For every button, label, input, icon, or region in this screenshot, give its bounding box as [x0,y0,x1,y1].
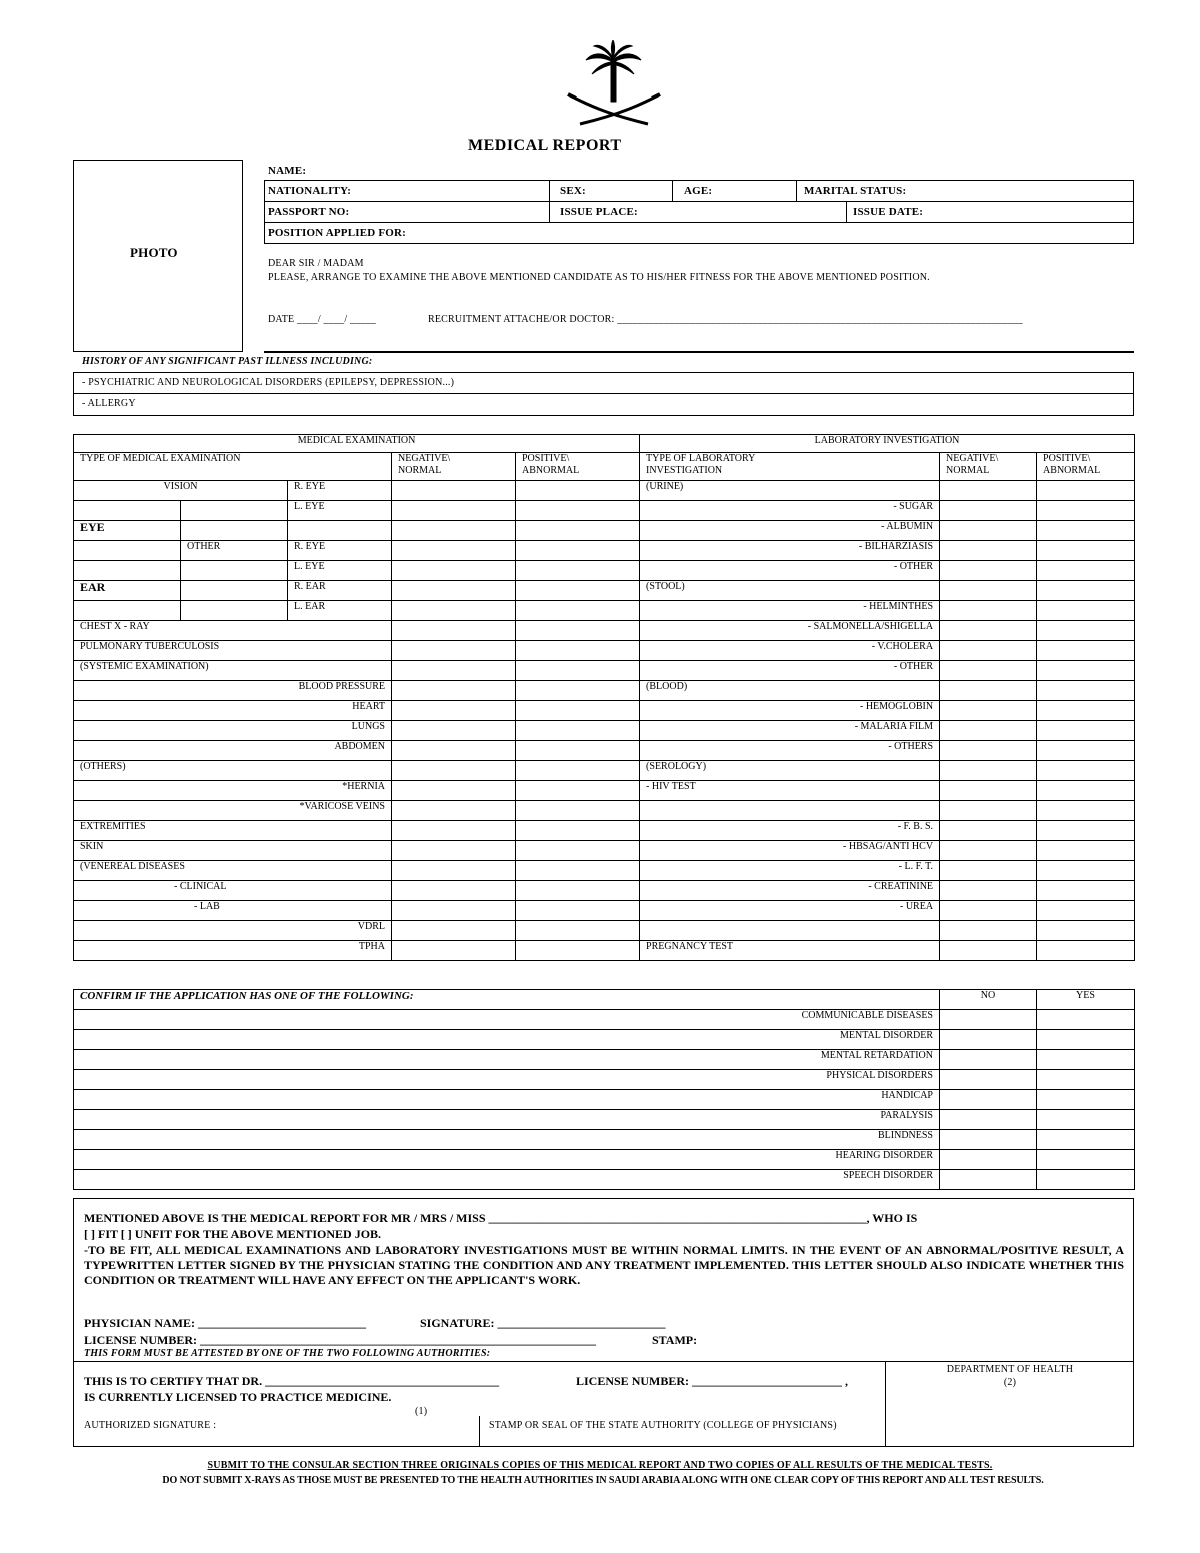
exam-label: CHEST X - RAY [74,621,392,641]
exam-positive-cell[interactable] [516,741,640,761]
lab-positive-cell[interactable] [1037,581,1135,601]
confirm-row [74,1130,1135,1150]
exam-negative-cell[interactable] [392,741,516,761]
lab-negative-cell[interactable] [940,901,1037,921]
lab-label: - UREA [640,901,940,921]
exam-positive-cell[interactable] [516,941,640,961]
confirm-yes-cell[interactable] [1037,1170,1135,1190]
exam-positive-cell[interactable] [516,901,640,921]
confirm-yes-cell[interactable] [1037,1110,1135,1130]
lab-negative-cell[interactable] [940,741,1037,761]
exam-row [74,901,1135,921]
lab-negative-cell[interactable] [940,821,1037,841]
exam-row [74,781,1135,801]
lab-label: - HBSAG/ANTI HCV [640,841,940,861]
exam-positive-cell[interactable] [516,701,640,721]
exam-row [74,721,1135,741]
lab-negative-cell[interactable] [940,501,1037,521]
exam-row [74,521,1135,541]
lab-negative-cell[interactable] [940,921,1037,941]
exam-sublabel [181,561,288,581]
confirm-item: PHYSICAL DISORDERS [74,1070,940,1090]
letter-date[interactable]: DATE ____/ ____/ _____ [268,314,377,325]
confirm-yes-cell[interactable] [1037,1090,1135,1110]
exam-sublabel [181,521,288,541]
exam-row [74,821,1135,841]
exam-positive-cell[interactable] [516,621,640,641]
exam-row [74,841,1135,861]
authority-one-label: (1) [415,1406,428,1417]
exam-label: ABDOMEN [74,741,392,761]
exam-positive-cell[interactable] [516,521,640,541]
statement-paragraph: -TO BE FIT, ALL MEDICAL EXAMINATIONS AND LABORATORY INVESTIGATIONS MUST BE WITHIN NORMAL LIMITS. IN THE EVENT OF AN ABNORMAL/POSITIVE RESULT, A TYPEWRITTEN LETTER SIGNED BY THE PHYSICIAN STATING THE CONDITION AND ANY TREATMENT IMPLEMENTED. THIS LETTER SHOULD ALSO INDICATE WHETHER THIS CONDITION OR TREATMENT WILL HAVE ANY EFFECT ON THE APPLICANT'S WORK. [84,1243,1124,1287]
exam-label: PULMONARY TUBERCULOSIS [74,641,392,661]
lab-label [640,801,940,821]
lab-negative-normal-header: NEGATIVE\ NORMAL [940,453,1037,481]
lab-negative-cell[interactable] [940,621,1037,641]
exam-label: (VENEREAL DISEASES [74,861,392,881]
exam-positive-cell[interactable] [516,821,640,841]
history-allergy: - ALLERGY [82,398,136,409]
exam-label [74,561,181,581]
exam-label: TPHA [74,941,392,961]
exam-negative-cell[interactable] [392,621,516,641]
lab-positive-cell[interactable] [1037,681,1135,701]
exam-positive-cell[interactable] [516,601,640,621]
exam-negative-cell[interactable] [392,641,516,661]
department-of-health: DEPARTMENT OF HEALTH [946,1364,1074,1375]
lab-negative-cell[interactable] [940,601,1037,621]
exam-label: SKIN [74,841,392,861]
lab-negative-cell[interactable] [940,641,1037,661]
exam-negative-cell[interactable] [392,801,516,821]
lab-label: - CREATININE [640,881,940,901]
confirm-no-cell[interactable] [940,1110,1037,1130]
exam-sublabel [181,601,288,621]
exam-positive-cell[interactable] [516,721,640,741]
lab-positive-cell[interactable] [1037,921,1135,941]
lab-positive-cell[interactable] [1037,881,1135,901]
exam-positive-cell[interactable] [516,541,640,561]
exam-positive-cell[interactable] [516,641,640,661]
exam-side [288,521,392,541]
exam-row [74,921,1135,941]
confirm-row [74,1110,1135,1130]
exam-negative-cell[interactable] [392,841,516,861]
lab-label: - BILHARZIASIS [640,541,940,561]
exam-row [74,741,1135,761]
authorized-signature-field[interactable]: AUTHORIZED SIGNATURE : [84,1420,217,1431]
lab-positive-cell[interactable] [1037,841,1135,861]
history-title: HISTORY OF ANY SIGNIFICANT PAST ILLNESS INCLUDING: [82,356,373,367]
exam-positive-cell[interactable] [516,561,640,581]
passport-field[interactable]: PASSPORT NO: [268,206,350,218]
lab-negative-cell[interactable] [940,681,1037,701]
lab-positive-abnormal-header: POSITIVE\ ABNORMAL [1037,453,1135,481]
lab-negative-cell[interactable] [940,561,1037,581]
lab-negative-cell[interactable] [940,661,1037,681]
photo-label: PHOTO [130,245,178,260]
lab-negative-cell[interactable] [940,761,1037,781]
exam-row [74,661,1135,681]
lab-label: - OTHER [640,561,940,581]
exam-label: EXTREMITIES [74,821,392,841]
confirm-item: COMMUNICABLE DISEASES [74,1010,940,1030]
negative-normal-header: NEGATIVE\ NORMAL [392,453,516,481]
lab-investigation-header: LABORATORY INVESTIGATION [640,435,1135,453]
exam-label: (SYSTEMIC EXAMINATION) [74,661,392,681]
issue-place-field[interactable]: ISSUE PLACE: [560,206,638,218]
exam-negative-cell[interactable] [392,561,516,581]
exam-row [74,701,1135,721]
exam-label: - CLINICAL [74,881,392,901]
lab-label: - SUGAR [640,501,940,521]
nationality-field[interactable]: NATIONALITY: [268,185,352,197]
exam-positive-cell[interactable] [516,501,640,521]
confirm-yes-cell[interactable] [1037,1030,1135,1050]
exam-negative-cell[interactable] [392,941,516,961]
confirm-row [74,1090,1135,1110]
exam-side: R. EYE [288,541,392,561]
confirm-item: SPEECH DISORDER [74,1170,940,1190]
exam-label: HEART [74,701,392,721]
sex-field[interactable]: SEX: [560,185,586,197]
exam-positive-cell[interactable] [516,661,640,681]
exam-negative-cell[interactable] [392,501,516,521]
exam-negative-cell[interactable] [392,601,516,621]
exam-positive-cell[interactable] [516,481,640,501]
certify-line2: IS CURRENTLY LICENSED TO PRACTICE MEDICINE. [84,1390,392,1404]
confirm-no-cell[interactable] [940,1010,1037,1030]
lab-label: (SEROLOGY) [640,761,940,781]
exam-row [74,761,1135,781]
exam-negative-cell[interactable] [392,861,516,881]
exam-label: *HERNIA [74,781,392,801]
exam-label: VDRL [74,921,392,941]
exam-row [74,641,1135,661]
exam-positive-cell[interactable] [516,881,640,901]
lab-label: - OTHERS [640,741,940,761]
exam-negative-cell[interactable] [392,541,516,561]
confirm-title: CONFIRM IF THE APPLICATION HAS ONE OF THE FOLLOWING: [74,990,940,1010]
exam-label [74,501,181,521]
exam-label: EYE [74,521,181,541]
exam-row [74,881,1135,901]
lab-positive-cell[interactable] [1037,601,1135,621]
exam-label: LUNGS [74,721,392,741]
history-psychiatric: - PSYCHIATRIC AND NEUROLOGICAL DISORDERS (EPILEPSY, DEPRESSION...) [82,377,455,388]
exam-negative-cell[interactable] [392,761,516,781]
lab-positive-cell[interactable] [1037,901,1135,921]
exam-row [74,681,1135,701]
lab-positive-cell[interactable] [1037,481,1135,501]
stamp-seal-field[interactable]: STAMP OR SEAL OF THE STATE AUTHORITY (COLLEGE OF PHYSICIANS) [489,1420,837,1431]
confirm-yes-header: YES [1037,990,1135,1010]
exam-row [74,501,1135,521]
exam-negative-cell[interactable] [392,781,516,801]
exam-positive-cell[interactable] [516,861,640,881]
exam-row [74,541,1135,561]
lab-label: - OTHER [640,661,940,681]
exam-row [74,621,1135,641]
confirm-no-cell[interactable] [940,1170,1037,1190]
exam-negative-cell[interactable] [392,521,516,541]
lab-negative-cell[interactable] [940,881,1037,901]
confirm-yes-cell[interactable] [1037,1050,1135,1070]
letter-greeting: DEAR SIR / MADAM [268,258,364,269]
lab-label: (URINE) [640,481,940,501]
lab-positive-cell[interactable] [1037,821,1135,841]
lab-positive-cell[interactable] [1037,641,1135,661]
lab-label: - ALBUMIN [640,521,940,541]
positive-abnormal-header: POSITIVE\ ABNORMAL [516,453,640,481]
exam-row [74,941,1135,961]
exam-negative-cell[interactable] [392,901,516,921]
exam-negative-cell[interactable] [392,721,516,741]
exam-negative-cell[interactable] [392,681,516,701]
confirm-row [74,1030,1135,1050]
confirm-no-cell[interactable] [940,1050,1037,1070]
exam-negative-cell[interactable] [392,481,516,501]
position-field[interactable]: POSITION APPLIED FOR: [268,227,407,239]
signature-field[interactable]: SIGNATURE: ____________________________ [420,1316,666,1330]
lab-positive-cell[interactable] [1037,741,1135,761]
footer-submit-note: SUBMIT TO THE CONSULAR SECTION THREE ORIGINALS COPIES OF THIS MEDICAL REPORT AND TWO COPIES OF ALL RESULTS OF THE MEDICAL TESTS. [207,1460,993,1471]
lab-label: - MALARIA FILM [640,721,940,741]
confirm-no-cell[interactable] [940,1070,1037,1090]
exam-label: EAR [74,581,181,601]
confirm-no-cell[interactable] [940,1090,1037,1110]
saudi-emblem-icon [566,40,662,128]
lab-positive-cell[interactable] [1037,721,1135,741]
recruitment-attache-field[interactable]: RECRUITMENT ATTACHE/OR DOCTOR: ______________________________________________________________________________ [428,314,1023,325]
lab-negative-cell[interactable] [940,781,1037,801]
exam-negative-cell[interactable] [392,821,516,841]
lab-positive-cell[interactable] [1037,541,1135,561]
lab-negative-cell[interactable] [940,701,1037,721]
lab-label: (STOOL) [640,581,940,601]
lab-label: - SALMONELLA/SHIGELLA [640,621,940,641]
confirm-row [74,1150,1135,1170]
lab-negative-cell[interactable] [940,721,1037,741]
letter-body: PLEASE, ARRANGE TO EXAMINE THE ABOVE MENTIONED CANDIDATE AS TO HIS/HER FITNESS FOR THE ABOVE MENTIONED POSITION. [268,272,930,283]
exam-negative-cell[interactable] [392,661,516,681]
exam-sublabel [181,581,288,601]
exam-label [74,541,181,561]
confirm-item: HANDICAP [74,1090,940,1110]
lab-positive-cell[interactable] [1037,761,1135,781]
lab-label: - V.CHOLERA [640,641,940,661]
type-lab-header: TYPE OF LABORATORY INVESTIGATION [640,453,940,481]
exam-side: R. EYE [288,481,392,501]
exam-label: - LAB [74,901,392,921]
exam-positive-cell[interactable] [516,781,640,801]
exam-positive-cell[interactable] [516,841,640,861]
exam-positive-cell[interactable] [516,681,640,701]
confirm-row [74,1170,1135,1190]
confirm-item: BLINDNESS [74,1130,940,1150]
certify-doctor-field[interactable]: THIS IS TO CERTIFY THAT DR. _______________________________________ [84,1374,500,1388]
examination-table [73,434,1135,961]
lab-positive-cell[interactable] [1037,801,1135,821]
exam-row [74,801,1135,821]
lab-positive-cell[interactable] [1037,621,1135,641]
exam-label: VISION [74,481,288,501]
footer-xray-note: DO NOT SUBMIT X-RAYS AS THOSE MUST BE PRESENTED TO THE HEALTH AUTHORITIES IN SAUDI ARABIA ALONG WITH ONE CLEAR COPY OF THIS REPORT AND ALL TEST RESULTS. [162,1475,1044,1486]
exam-side: L. EYE [288,501,392,521]
confirm-table [73,989,1135,1190]
exam-label: BLOOD PRESSURE [74,681,392,701]
statement-line1[interactable]: MENTIONED ABOVE IS THE MEDICAL REPORT FOR MR / MRS / MISS _______________________________________________________________, WHO IS [84,1211,918,1225]
lab-label: - HELMINTHES [640,601,940,621]
exam-row [74,601,1135,621]
confirm-no-cell[interactable] [940,1150,1037,1170]
lab-negative-cell[interactable] [940,941,1037,961]
attest-note: THIS FORM MUST BE ATTESTED BY ONE OF THE TWO FOLLOWING AUTHORITIES: [84,1348,491,1359]
lab-label: - L. F. T. [640,861,940,881]
confirm-no-header: NO [940,990,1037,1010]
lab-label: - HIV TEST [640,781,940,801]
confirm-yes-cell[interactable] [1037,1150,1135,1170]
exam-positive-cell[interactable] [516,761,640,781]
exam-side: L. EAR [288,601,392,621]
age-field[interactable]: AGE: [684,185,713,197]
lab-label: (BLOOD) [640,681,940,701]
lab-positive-cell[interactable] [1037,861,1135,881]
lab-positive-cell[interactable] [1037,941,1135,961]
authority-two-label: (2) [1003,1377,1017,1388]
lab-positive-cell[interactable] [1037,561,1135,581]
confirm-yes-cell[interactable] [1037,1010,1135,1030]
type-medical-header: TYPE OF MEDICAL EXAMINATION [74,453,392,481]
exam-positive-cell[interactable] [516,921,640,941]
exam-side: L. EYE [288,561,392,581]
confirm-row [74,1070,1135,1090]
exam-row [74,481,1135,501]
confirm-no-cell[interactable] [940,1130,1037,1150]
physician-name-field[interactable]: PHYSICIAN NAME: ____________________________ [84,1316,366,1330]
exam-positive-cell[interactable] [516,801,640,821]
lab-positive-cell[interactable] [1037,661,1135,681]
stamp-label: STAMP: [652,1333,698,1347]
confirm-yes-cell[interactable] [1037,1130,1135,1150]
exam-negative-cell[interactable] [392,581,516,601]
lab-negative-cell[interactable] [940,801,1037,821]
lab-positive-cell[interactable] [1037,501,1135,521]
license-number-field[interactable]: LICENSE NUMBER: __________________________________________________________________ [84,1333,597,1347]
lab-negative-cell[interactable] [940,841,1037,861]
confirm-no-cell[interactable] [940,1030,1037,1050]
confirm-item: HEARING DISORDER [74,1150,940,1170]
exam-side: R. EAR [288,581,392,601]
certify-license-field[interactable]: LICENSE NUMBER: _________________________ , [576,1374,849,1388]
exam-negative-cell[interactable] [392,921,516,941]
marital-status-field[interactable]: MARITAL STATUS: [804,185,907,197]
confirm-row [74,1010,1135,1030]
exam-label [74,601,181,621]
exam-negative-cell[interactable] [392,881,516,901]
lab-negative-cell[interactable] [940,481,1037,501]
exam-row [74,581,1135,601]
exam-row [74,861,1135,881]
exam-label: (OTHERS) [74,761,392,781]
lab-negative-cell[interactable] [940,521,1037,541]
medical-exam-header: MEDICAL EXAMINATION [74,435,640,453]
lab-positive-cell[interactable] [1037,521,1135,541]
exam-negative-cell[interactable] [392,701,516,721]
fit-unfit-checkbox[interactable]: [ ] FIT [ ] UNFIT FOR THE ABOVE MENTIONED JOB. [84,1227,382,1241]
lab-label: - HEMOGLOBIN [640,701,940,721]
confirm-row [74,1050,1135,1070]
lab-positive-cell[interactable] [1037,701,1135,721]
lab-label: PREGNANCY TEST [640,941,940,961]
exam-positive-cell[interactable] [516,581,640,601]
lab-negative-cell[interactable] [940,581,1037,601]
lab-label: - F. B. S. [640,821,940,841]
exam-sublabel [181,501,288,521]
confirm-yes-cell[interactable] [1037,1070,1135,1090]
issue-date-field[interactable]: ISSUE DATE: [853,206,924,218]
lab-negative-cell[interactable] [940,541,1037,561]
lab-positive-cell[interactable] [1037,781,1135,801]
lab-label [640,921,940,941]
exam-label: *VARICOSE VEINS [74,801,392,821]
exam-row [74,561,1135,581]
confirm-item: MENTAL RETARDATION [74,1050,940,1070]
confirm-item: MENTAL DISORDER [74,1030,940,1050]
name-label: NAME: [268,165,307,177]
exam-sublabel: OTHER [181,541,288,561]
confirm-item: PARALYSIS [74,1110,940,1130]
lab-negative-cell[interactable] [940,861,1037,881]
page-title: MEDICAL REPORT [468,137,622,154]
